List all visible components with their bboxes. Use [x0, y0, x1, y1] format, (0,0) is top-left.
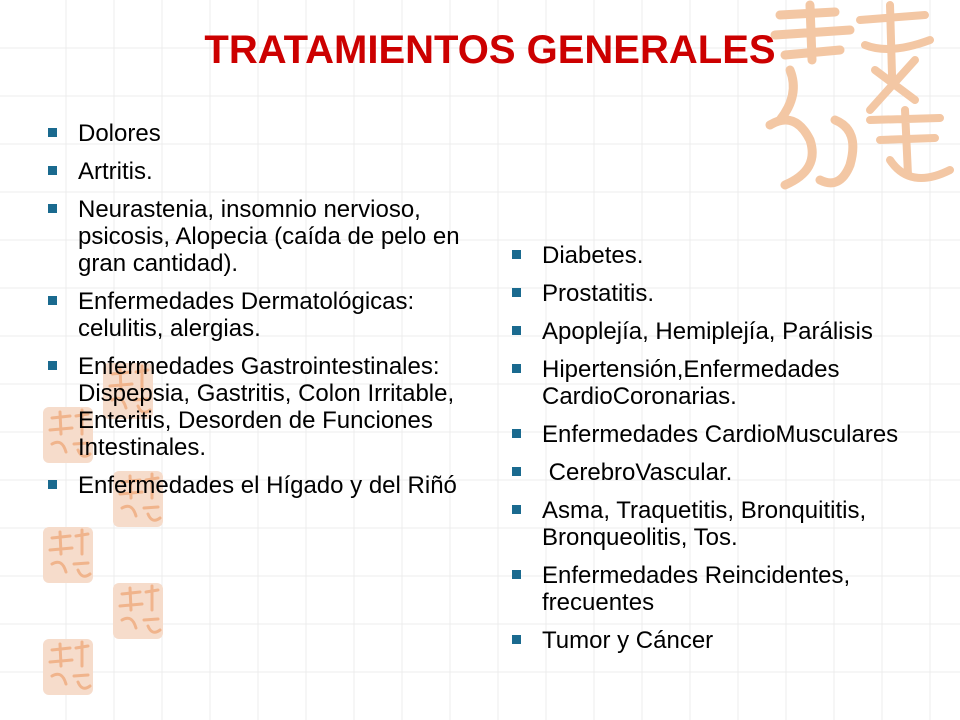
list-item [512, 497, 912, 551]
square-bullet-icon [48, 480, 57, 489]
square-bullet-icon [512, 635, 521, 644]
square-bullet-icon [48, 296, 57, 305]
square-bullet-icon [512, 429, 521, 438]
list-item [48, 196, 488, 277]
right-bullet-list [512, 242, 912, 665]
list-item [512, 627, 912, 654]
list-item [48, 353, 488, 461]
list-item-text: Dolores [78, 120, 161, 147]
square-bullet-icon [512, 250, 521, 259]
list-item-text: Asma, Traquetitis, Bronquititis, Bronqueolitis, Tos. [542, 497, 867, 551]
list-item [512, 242, 912, 269]
chinese-seal-icon [110, 580, 166, 642]
square-bullet-icon [512, 505, 521, 514]
square-bullet-icon [512, 467, 521, 476]
list-item [512, 562, 912, 616]
list-item-text: Neurastenia, insomnio nervioso, psicosis, Alopecia (caída de pelo en gran cantidad). [78, 196, 460, 277]
list-item-text: Apoplejía, Hemiplejía, Parálisis [542, 318, 873, 345]
list-item-text: Enfermedades Dermatológicas: celulitis, alergias. [78, 288, 415, 342]
list-item [48, 158, 488, 185]
square-bullet-icon [512, 326, 521, 335]
square-bullet-icon [512, 570, 521, 579]
square-bullet-icon [512, 364, 521, 373]
list-item-text: Tumor y Cáncer [542, 627, 714, 654]
square-bullet-icon [48, 128, 57, 137]
list-item-text: CerebroVascular. [542, 459, 733, 486]
slide-title: TRATAMIENTOS GENERALES [204, 28, 776, 72]
list-item [512, 356, 912, 410]
list-item-text: Enfermedades el Hígado y del Riñó [78, 472, 457, 499]
list-item-text: Diabetes. [542, 242, 644, 269]
list-item [512, 280, 912, 307]
list-item [512, 459, 912, 486]
list-item [48, 288, 488, 342]
list-item [48, 120, 488, 147]
list-item-text: Artritis. [78, 158, 153, 185]
list-item [512, 318, 912, 345]
square-bullet-icon [512, 288, 521, 297]
chinese-seal-icon [40, 636, 96, 698]
list-item-text: Hipertensión,Enfermedades CardioCoronarias. [542, 356, 840, 410]
square-bullet-icon [48, 204, 57, 213]
list-item-text: Enfermedades Gastrointestinales: Dispepsia, Gastritis, Colon Irritable, Enteritis, Desorden de Funciones Intestinales. [78, 353, 455, 461]
list-item-text: Enfermedades Reincidentes, frecuentes [542, 562, 851, 616]
list-item-text: Prostatitis. [542, 280, 655, 307]
square-bullet-icon [48, 166, 57, 175]
list-item [48, 472, 488, 499]
left-bullet-list [48, 120, 488, 510]
chinese-seal-icon [40, 524, 96, 586]
list-item [512, 421, 912, 448]
square-bullet-icon [48, 361, 57, 370]
list-item-text: Enfermedades CardioMusculares [542, 421, 899, 448]
